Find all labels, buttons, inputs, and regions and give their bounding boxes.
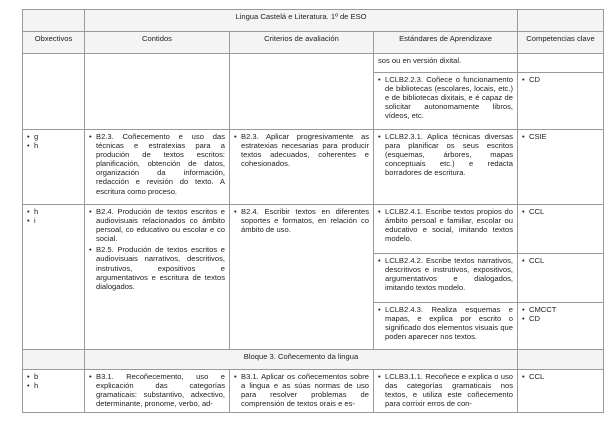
objectives-cell [23,370,85,413]
competence-badge: • CSIE [522,132,599,141]
competences-cell [518,370,604,413]
standard-cell [374,73,518,130]
column-header-standards: Estándares de Aprendizaxe [374,32,518,54]
criteria-cell [230,130,374,205]
title-blank-cell [518,10,604,32]
objective-item: • i [27,216,80,225]
objective-item: • g [27,132,80,141]
objectives-cell [23,54,85,130]
title-blank-cell [23,10,85,32]
competence-badge: • CMCCT [522,305,599,314]
objective-item: • h [27,141,80,150]
competences-cell [518,254,604,303]
standard-text: • LCLB2.4.2. Escribe textos narrativos, descritivos e instrutivos, expositivos, argumentativos e dialogados, imitando textos modelo. [378,256,513,292]
standard-cell [374,303,518,350]
objective-item: • h [27,381,80,390]
competence-badge: • CCL [522,207,599,216]
column-header-row [23,32,604,54]
competence-badge: • CCL [522,372,599,381]
standard-cell [374,54,518,73]
competence-badge: • CD [522,314,599,323]
standard-cell [374,130,518,205]
content-item: • B2.4. Produción de textos escritos e audiovisuais relacionados co ámbito persoal, co educativo ou escolar e co social. [89,207,225,243]
column-header-criteria: Criterios de avaliación [230,32,374,54]
column-header-competences: Competencias clave [518,32,604,54]
column-header-contents: Contidos [85,32,230,54]
criteria-cell [230,54,374,130]
contents-cell [85,130,230,205]
objective-item: • h [27,207,80,216]
competence-badge: • CCL [522,256,599,265]
table-row [23,370,604,413]
standard-cell [374,254,518,303]
contents-cell [85,54,230,130]
band-blank-cell [23,350,85,370]
criterion-item: • B2.4. Escribir textos en diferentes soportes e formatos, en relación co ámbito de uso. [234,207,369,234]
band-blank-cell [518,350,604,370]
contents-cell [85,370,230,413]
block-band-row [23,350,604,370]
standard-cell [374,205,518,254]
table-row [23,205,604,254]
objectives-cell [23,205,85,350]
objective-item: • b [27,372,80,381]
standard-text: • LCLB2.4.1. Escribe textos propios do ámbito persoal e familiar, escolar ou educativo e social, imitando textos modelo. [378,207,513,243]
objectives-cell [23,130,85,205]
standard-text: • LCLB2.3.1. Aplica técnicas diversas para planificar os seus escritos (esquemas, árbores, mapas conceptuais etc.) e redacta borradores de escritura. [378,132,513,177]
competences-cell [518,73,604,130]
standard-text: • LCLB2.2.3. Coñece o funcionamento de bibliotecas (escolares, locais, etc.) e de bibliotecas dixitais, e é capaz de solicitar autonomamente libros, vídeos, etc. [378,75,513,120]
table-row [23,54,604,73]
standard-cell [374,370,518,413]
criteria-cell [230,205,374,350]
standard-text: • LCLB3.1.1. Recoñece e explica o uso das categorías gramaticais nos textos, e utiliza este coñecemento para corrixir erros de con- [378,372,513,408]
column-header-objectives: Obxectivos [23,32,85,54]
standard-text: sos ou en versión dixital. [378,56,462,65]
table-title-row [23,10,604,32]
competences-cell [518,130,604,205]
curriculum-table [22,9,604,413]
contents-cell [85,205,230,350]
table-title: Lingua Castelá e Literatura. 1º de ESO [85,10,518,32]
competences-cell [518,54,604,73]
criterion-item: • B3.1. Aplicar os coñecementos sobre a lingua e as súas normas de uso para resolver problemas de comprensión de textos orais e es- [234,372,369,408]
competence-badge: • CD [522,75,599,84]
criterion-item: • B2.3. Aplicar progresivamente as estratexias necesarias para producir textos adecuados, coherentes e cohesionados. [234,132,369,168]
table-row [23,130,604,205]
content-item: • B2.3. Coñecemento e uso das técnicas e estratexias para a produción de textos escritos: planificación, obtención de datos, organización da información, redacción e revisión do texto. A escritura como proceso. [89,132,225,196]
content-item: • B2.5. Produción de textos escritos e audiovisuais narrativos, descritivos, instrutivos, expositivos e argumentativos e escritura de textos dialogados. [89,245,225,290]
competences-cell [518,303,604,350]
criteria-cell [230,370,374,413]
block-heading: Bloque 3. Coñecemento da lingua [85,350,518,370]
competences-cell [518,205,604,254]
standard-text: • LCLB2.4.3. Realiza esquemas e mapas, e explica por escrito o significado dos elementos visuais que poden aparecer nos textos. [378,305,513,341]
content-item: • B3.1. Recoñecemento, uso e explicación das categorías gramaticais: substantivo, adxectivo, determinante, pronome, verbo, ad- [89,372,225,408]
